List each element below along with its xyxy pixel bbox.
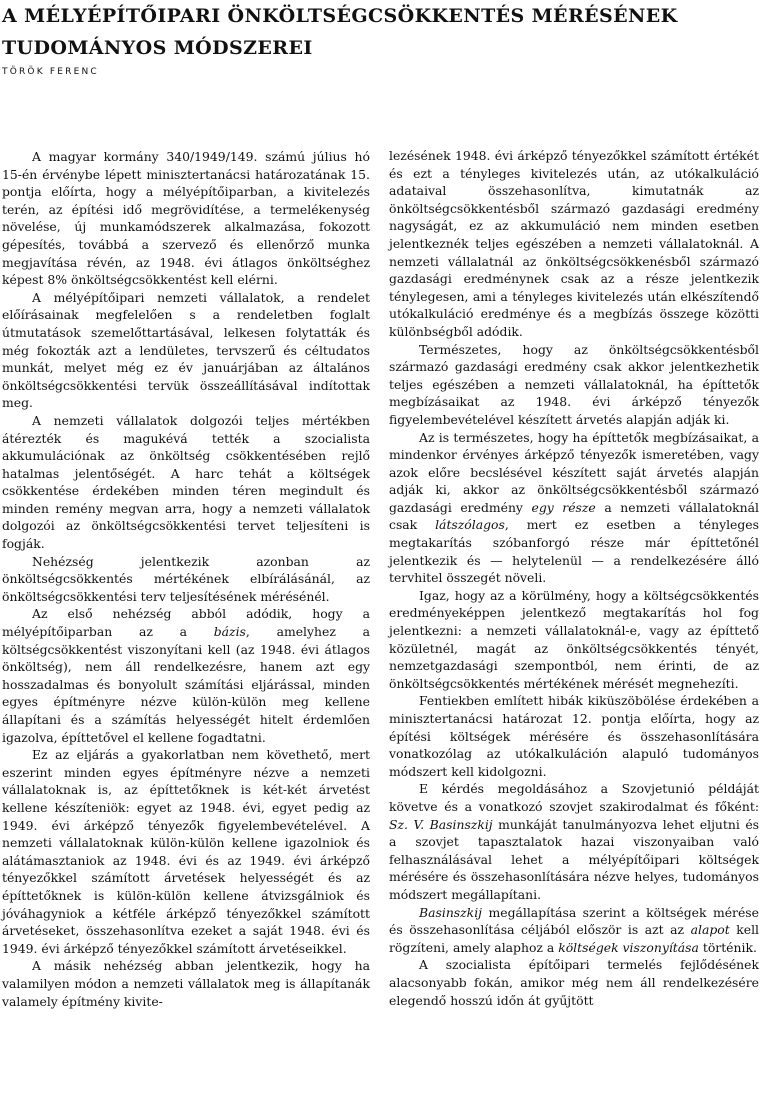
paragraph	[2, 605, 370, 746]
text-run: munkáját tanulmányozva lehet eljutni és a szovjet tapasztalatok hazai viszonyaiban való felhasználásával lehet a mélyépítőipari költségek mérésére és összehasonlítására nézve helyes, tudományos módszert megállapítani.	[389, 816, 760, 902]
text-run: E kérdés megoldásához a Szovjetunió példáját követve és a vonatkozó szovjet szakirodalmat és főként:	[389, 781, 759, 814]
emphasis: költségek viszonyítása	[558, 939, 699, 955]
paragraph: A szocialista építőipari termelés fejlődésének alacsonyabb fokán, amikor még nem áll rendelkezésére elegendő hosszú időn át gyűjtött	[389, 957, 759, 1008]
paragraph: Fentiekben említett hibák kiküszöbölése érdekében a minisztertanácsi határozat 12. pontja előírta, hogy az építési költségek mérésére és összehasonlítására vonatkozólag az utókalkuláción alapuló tudományos módszert kell kidolgozni.	[389, 693, 759, 779]
text-run: történik.	[698, 939, 757, 955]
text-run: Az első nehézség abból adódik, hogy a mélyépítőiparban az a	[2, 606, 370, 640]
paragraph: Ez az eljárás a gyakorlatban nem követhető, mert eszerint minden egyes építményre nézve a nemzeti vállalatoknak is, az építtetőknek is két-két árvetést kellene készíteniök: egyet az 1948. évi, egyet pedig az 1949. évi árképző tényezők figyelembevételével. A nemzeti vállalatoknak külön-külön kellene igazolniok és alátámasztaniok az 1948. évi és az 1949. évi árképző tényezőkkel számított árvetések helyességét és az építtetőknek is külön-külön kellene átvizsgálniok és jóváhagyniok a kétféle árképző tényezőkkel számított árvetéseket, összehasonlítva ezeket a saját 1948. évi és 1949. évi árképző tényezőkkel számított árvetéseikkel.	[2, 747, 370, 956]
paragraph	[389, 780, 759, 903]
author-name: TÖRÖK FERENC	[2, 67, 99, 77]
text-run: kell rögzíteni, amely alaphoz a	[389, 922, 759, 955]
paragraph: A mélyépítőipari nemzeti vállalatok, a rendelet előírásainak megfelelően s a rendeletben foglalt útmutatások szemelőttartásával, lelkesen folytatták és még fokozták azt a lendületes, tervszerű és céltudatos munkát, melyet még ez év januárjában az általános önköltségcsökkentési tervük összeállításával indítottak meg.	[2, 289, 370, 411]
text-column-left	[2, 148, 370, 1010]
text-run: Az is természetes, hogy ha építtetők megbízásaikat, a mindenkor érvényes árképző tényezők ismeretében, vagy azok előre becslésével készített saját árvetés alapján adják ki, akkor az önköltségcsökkentésből származó gazdasági eredmény	[389, 429, 759, 515]
emphasis: egy része	[531, 499, 596, 515]
emphasis: látszólagos	[435, 517, 505, 533]
paragraph: Természetes, hogy az önköltségcsökkentésből származó gazdasági eredmény csak akkor jelentkezhetik teljes egészében a nemzeti vállalatoknál, ha építtetők megbízásaikat az 1948. évi árképző tényezők figyelembevételével készített árvetés alapján adják ki.	[389, 341, 759, 427]
paragraph: A magyar kormány 340/1949/149. számú július hó 15-én érvénybe lépett minisztertanácsi határozatának 15. pontja előírta, hogy a mélyépítőiparban, a kivitelezés terén, az építési idő megrövidítése, a termelékenység növelése, új munkamódszerek alkalmazása, fokozott gépesítés, továbbá a szervező és ellenőrző munka megjavítása révén, az 1948. évi átlagos önköltséghez képest 8% önköltségcsökkentést kell elérni.	[2, 149, 370, 288]
article-title	[2, 0, 758, 64]
text-run: megállapítása szerint a költségek mérése és összehasonlítása céljából először is azt az	[389, 904, 759, 938]
title-line-2: TUDOMÁNYOS MÓDSZEREI	[2, 37, 313, 59]
emphasis: bázis	[213, 624, 246, 640]
paragraph: A másik nehézség abban jelentkezik, hogy ha valamilyen módon a nemzeti vállalatok meg is állapítanák valamely építmény kivite-	[2, 958, 370, 1009]
paragraph: Nehézség jelentkezik azonban az önköltségcsökkentés mértékének elbírálásánál, az önköltségcsökkentési terv teljesítésének mérésénél.	[2, 553, 370, 604]
paragraph: lezésének 1948. évi árképző tényezőkkel számított értékét és ezt a tényleges kivitelezés után, az utókalkuláció adataival összehasonlítva, kimutatnák az önköltségcsökkentésből származó gazdasági eredmény nagyságát, ez az akkumuláció nem minden esetben jelentkeznék teljes egészében a nemzeti vállalatoknál. A nemzeti vállalatnál az önköltségcsökkenésből származó gazdasági eredménynek csak az a része jelentkezik ténylegesen, ami a tényleges kivitelezés után elkészítendő utókalkuláció eredménye és a megbízás összege közötti különbségből adódik.	[389, 148, 759, 339]
emphasis: alapot	[690, 922, 730, 938]
paragraph	[389, 429, 759, 587]
paragraph	[389, 904, 759, 957]
paragraph: A nemzeti vállalatok dolgozói teljes mértékben átérezték és magukévá tették a szocialista akkumulációnak az önköltség csökkentésében rejlő hatalmas jelentőségét. A harc tehát a költségek csökkentése érdekében minden téren megindult és minden remény megvan arra, hogy a nemzeti vállalatok dolgozói az önköltségcsökkentési tervet teljesíteni is fogják.	[2, 412, 370, 552]
paragraph: Igaz, hogy az a körülmény, hogy a költségcsökkentés eredményeképpen jelentkező megtakarítás hol fog jelentkezni: a nemzeti vállalatoknál-e, vagy az építtető közületnél, magát az önköltségcsökkentés tényét, nemzetgazdasági szempontból, nem érinti, de az önköltségcsökkentés mértékének mérését megnehezíti.	[389, 587, 759, 691]
emphasis: Sz. V. Basinszkij	[389, 816, 493, 832]
text-run: a nemzeti vállalatoknál csak	[389, 499, 759, 533]
text-column-right	[389, 147, 759, 1009]
text-run: , amelyhez a költségcsökkentést viszonyítani kell (az 1948. évi átlagos önköltség), nem áll rendelkezésre, hanem azt egy hosszadalmas és bonyolult számítási eljárással, minden egyes építményre nézve külön-külön meg kellene állapítani és a számítás helyességét hitelt érdemlően igazolva, építtetővel el kellene fogadtatni.	[2, 624, 370, 745]
text-run: , mert ez esetben a tényleges megtakarítás szóbanforgó része már építtetőnél jelentkezik és — helytelenül — a rendelkezésére álló tervhitel összegét növeli.	[389, 517, 759, 586]
title-line-1: A MÉLYÉPÍTŐIPARI ÖNKÖLTSÉGCSÖKKENTÉS MÉRÉSÉNEK	[2, 5, 678, 27]
emphasis: Basinszkij	[419, 904, 482, 920]
